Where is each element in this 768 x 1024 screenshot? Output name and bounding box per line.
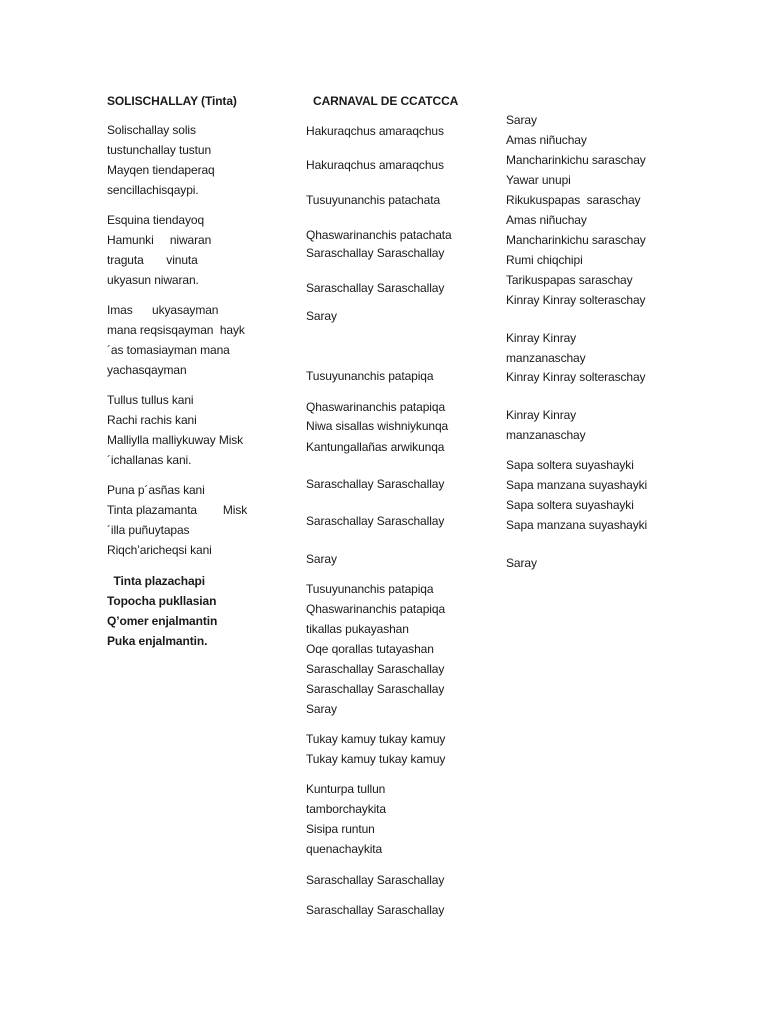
verse-line: manzanaschay bbox=[506, 351, 586, 365]
verse-line: Rachi rachis kani bbox=[107, 413, 197, 427]
verse-line: Riqch’aricheqsi kani bbox=[107, 543, 212, 557]
verse-line: Kunturpa tullun bbox=[306, 782, 386, 796]
verse-line: mana reqsisqayman hayk bbox=[107, 323, 245, 337]
verse-line: Tusuyunanchis patachata bbox=[306, 193, 441, 207]
verse-line: Niwa sisallas wishniykunqa bbox=[306, 419, 449, 433]
verse-line: Sapa soltera suyashayki bbox=[506, 498, 634, 512]
verse-line: Imas ukyasayman bbox=[107, 303, 219, 317]
verse-line: Tarikuspapas saraschay bbox=[506, 273, 633, 287]
verse-line: ´ichallanas kani. bbox=[107, 453, 192, 467]
verse-line: ´as tomasiayman mana bbox=[107, 343, 230, 357]
verse-line: Saray bbox=[306, 552, 337, 566]
verse-line: Puka enjalmantin. bbox=[107, 634, 208, 648]
verse-line: Amas niñuchay bbox=[506, 213, 587, 227]
verse-line: Saraschallay Saraschallay bbox=[306, 662, 445, 676]
poem-title: CARNAVAL DE CCATCCA bbox=[313, 94, 459, 108]
verse-line: ´illa puñuytapas bbox=[107, 523, 190, 537]
verse-line: Kinray Kinray solteraschay bbox=[506, 370, 646, 384]
verse-line: Qhaswarinanchis patapiqa bbox=[306, 602, 446, 616]
verse-line: sencillachisqaypi. bbox=[107, 183, 199, 197]
verse-line: Rikukuspapas saraschay bbox=[506, 193, 641, 207]
verse-line: Mancharinkichu saraschay bbox=[506, 153, 646, 167]
verse-line: Tinta plazachapi bbox=[107, 574, 206, 588]
verse-line: Sapa soltera suyashayki bbox=[506, 458, 634, 472]
verse-line: yachasqayman bbox=[107, 363, 187, 377]
verse-line: Kantungallañas arwikunqa bbox=[306, 440, 445, 454]
verse-line: Tusuyunanchis patapiqa bbox=[306, 369, 434, 383]
verse-line: Sapa manzana suyashayki bbox=[506, 518, 648, 532]
verse-line: tustunchallay tustun bbox=[107, 143, 212, 157]
verse-line: Esquina tiendayoq bbox=[107, 213, 205, 227]
verse-line: Saraschallay Saraschallay bbox=[306, 682, 445, 696]
verse-line: Tukay kamuy tukay kamuy bbox=[306, 752, 446, 766]
verse-line: Saraschallay Saraschallay bbox=[306, 903, 445, 917]
verse-line: Hamunki niwaran bbox=[107, 233, 212, 247]
verse-line: traguta vinuta bbox=[107, 253, 198, 267]
verse-line: Hakuraqchus amaraqchus bbox=[306, 124, 444, 138]
verse-line: tamborchaykita bbox=[306, 802, 386, 816]
verse-line: Saraschallay Saraschallay bbox=[306, 246, 445, 260]
verse-line: Saray bbox=[506, 556, 537, 570]
verse-line: ukyasun niwaran. bbox=[107, 273, 199, 287]
verse-line: Saray bbox=[306, 309, 337, 323]
verse-line: Kinray Kinray solteraschay bbox=[506, 293, 646, 307]
verse-line: Hakuraqchus amaraqchus bbox=[306, 158, 444, 172]
verse-line: Qhaswarinanchis patachata bbox=[306, 228, 452, 242]
verse-line: Kinray Kinray bbox=[506, 331, 577, 345]
verse-line: Mancharinkichu saraschay bbox=[506, 233, 646, 247]
verse-line: manzanaschay bbox=[506, 428, 586, 442]
verse-line: Oqe qorallas tutayashan bbox=[306, 642, 434, 656]
verse-line: Solischallay solis bbox=[107, 123, 196, 137]
verse-line: Malliylla malliykuway Misk bbox=[107, 433, 244, 447]
verse-line: quenachaykita bbox=[306, 842, 383, 856]
verse-line: Topocha pukllasian bbox=[107, 594, 217, 608]
verse-line: Kinray Kinray bbox=[506, 408, 577, 422]
verse-line: Tusuyunanchis patapiqa bbox=[306, 582, 434, 596]
verse-line: Rumi chiqchipi bbox=[506, 253, 583, 267]
verse-line: Saraschallay Saraschallay bbox=[306, 477, 445, 491]
verse-line: Tullus tullus kani bbox=[107, 393, 194, 407]
verse-line: Puna p´asñas kani bbox=[107, 483, 205, 497]
verse-line: Tinta plazamanta Misk bbox=[107, 503, 248, 517]
verse-line: Saray bbox=[306, 702, 337, 716]
verse-line: Sisipa runtun bbox=[306, 822, 375, 836]
poem-title: SOLISCHALLAY (Tinta) bbox=[107, 94, 237, 108]
verse-line: Saraschallay Saraschallay bbox=[306, 514, 445, 528]
verse-line: Tukay kamuy tukay kamuy bbox=[306, 732, 446, 746]
verse-line: Sapa manzana suyashayki bbox=[506, 478, 648, 492]
verse-line: Saraschallay Saraschallay bbox=[306, 873, 445, 887]
verse-line: Saray bbox=[506, 113, 537, 127]
verse-line: Saraschallay Saraschallay bbox=[306, 281, 445, 295]
verse-line: Mayqen tiendaperaq bbox=[107, 163, 215, 177]
verse-line: Yawar unupi bbox=[506, 173, 571, 187]
verse-line: tikallas pukayashan bbox=[306, 622, 409, 636]
verse-line: Q’omer enjalmantin bbox=[107, 614, 218, 628]
verse-line: Amas niñuchay bbox=[506, 133, 587, 147]
verse-line: Qhaswarinanchis patapiqa bbox=[306, 400, 446, 414]
